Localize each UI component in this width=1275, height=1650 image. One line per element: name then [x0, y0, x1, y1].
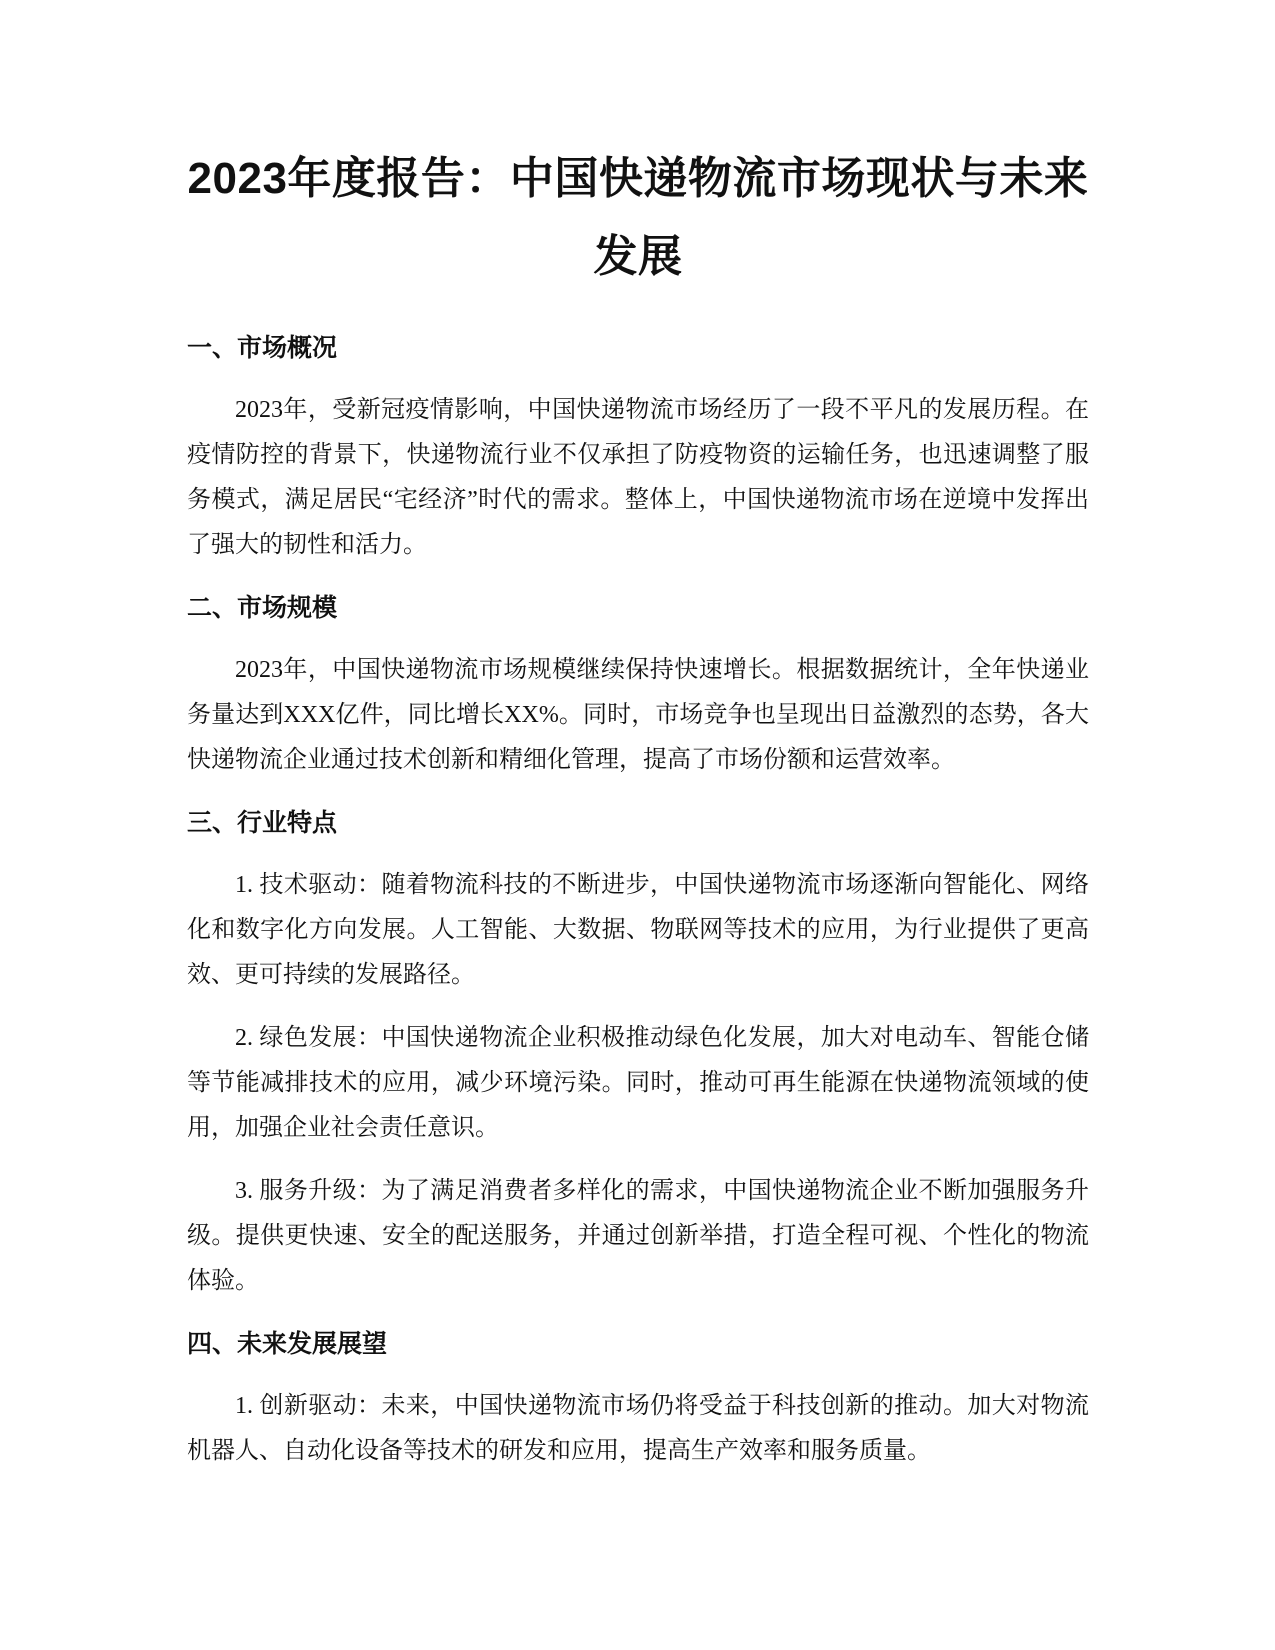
section-heading-overview: 一、市场概况 [187, 334, 338, 362]
section-heading-market-size: 二、市场规模 [187, 594, 338, 622]
paragraph-market-size: 2023年，中国快递物流市场规模继续保持快速增长。根据数据统计，全年快递业务量达到XXX亿件，同比增长XX%。同时，市场竞争也呈现出日益激烈的态势，各大快递物流企业通过技术创新和精细化管理，提高了市场份额和运营效率。 [187, 657, 1089, 773]
document-title: 2023年度报告：中国快递物流市场现状与未来发展 [187, 154, 1089, 281]
paragraph-green-development: 2. 绿色发展：中国快递物流企业积极推动绿色化发展，加大对电动车、智能仓储等节能减排技术的应用，减少环境污染。同时，推动可再生能源在快递物流领域的使用，加强企业社会责任意识。 [187, 1025, 1089, 1141]
paragraph-overview: 2023年，受新冠疫情影响，中国快递物流市场经历了一段不平凡的发展历程。在疫情防控的背景下，快递物流行业不仅承担了防疫物资的运输任务，也迅速调整了服务模式，满足居民“宅经济”时代的需求。整体上，中国快递物流市场在逆境中发挥出了强大的韧性和活力。 [187, 397, 1089, 558]
section-heading-future-outlook: 四、未来发展展望 [187, 1330, 388, 1358]
paragraph-service-upgrade: 3. 服务升级：为了满足消费者多样化的需求，中国快递物流企业不断加强服务升级。提供更快速、安全的配送服务，并通过创新举措，打造全程可视、个性化的物流体验。 [187, 1178, 1089, 1294]
document-page [187, 140, 1089, 1474]
paragraph-innovation-driven: 1. 创新驱动：未来，中国快递物流市场仍将受益于科技创新的推动。加大对物流机器人、自动化设备等技术的研发和应用，提高生产效率和服务质量。 [187, 1393, 1089, 1464]
paragraph-tech-driven: 1. 技术驱动：随着物流科技的不断进步，中国快递物流市场逐渐向智能化、网络化和数字化方向发展。人工智能、大数据、物联网等技术的应用，为行业提供了更高效、更可持续的发展路径。 [187, 872, 1089, 988]
section-heading-industry-features: 三、行业特点 [187, 809, 338, 837]
